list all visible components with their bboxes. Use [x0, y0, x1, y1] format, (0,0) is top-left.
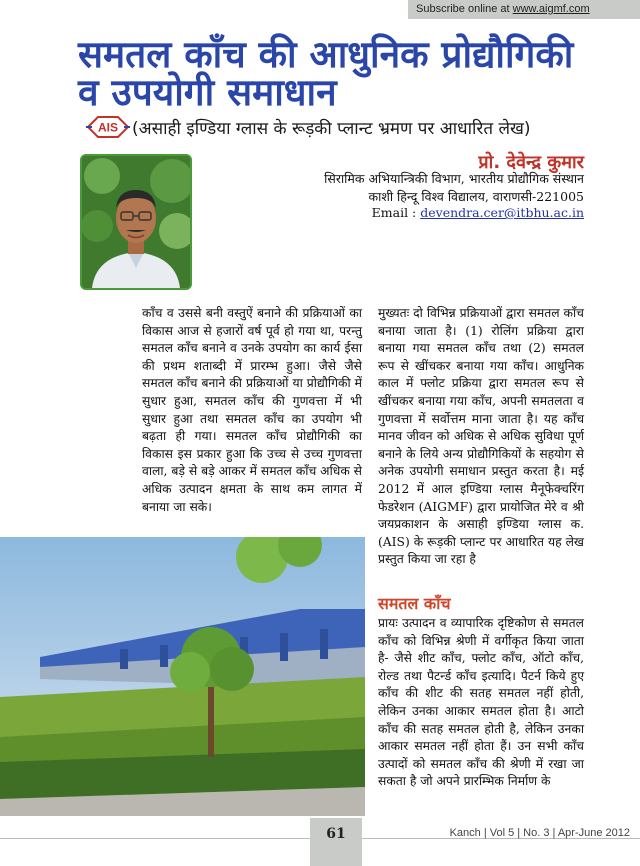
author-name: प्रो. देवेन्द्र कुमार [478, 152, 584, 173]
left-column-paragraph: काँच व उससे बनी वस्तुऐं बनाने की प्रक्रियाओं का विकास आज से हजारों वर्ष पूर्व हो गया था, परन्तु समतल काँच बनाने व उनके उपयोग का कार्य ईसा की प्रथम शताब्दी में प्रारम्भ हुआ। जैसे जैसे समतल काँच बनाने की प्रक्रियाओं या प्रोद्यौगिकी में सुधार हुआ, समतल काँच की गुणवत्ता में भी सुधार हुआ तथा समतल काँच का उपयोग भी बढ़ता ही गया। समतल काँच प्रोद्यौगिकी का विकास इस प्रकार हुआ कि उच्च से उच्च गुणवत्ता वाला, बड़े से बड़े आकर में समतल काँच अधिक से अधिक उत्पादन क्षमता के साथ कम लागत में बनाया जा सके। [142, 306, 362, 514]
article-title-line1: समतल काँच की आधुनिक प्रोद्यौगिकी [78, 33, 574, 76]
page-number: 61 [326, 826, 346, 842]
article-title-line2: व उपयोगी समाधान [78, 71, 337, 114]
author-university: काशी हिन्दू विश्व विद्यालय, वाराणसी-221005 [368, 189, 584, 204]
factory-photo-illustration [0, 537, 365, 816]
article-subtitle: (असाही इण्डिया ग्लास के रूड़की प्लान्ट भ्रमण पर आधारित लेख) [132, 119, 531, 139]
author-email-link[interactable]: devendra.cer@itbhu.ac.in [420, 205, 584, 220]
left-column [142, 305, 362, 516]
right-column-paragraph: मुख्यतः दो विभिन्न प्रक्रियाओं द्वारा समतल काँच बनाया जाता है। (1) रोलिंग प्रक्रिया द्वारा बनाया गया समतल काँच तथा (2) समतल रूप से खींचकर बनाया गया काँच। आधुनिक काल में फ्लोट प्रक्रिया द्वारा समतल रूप से खींचकर बनाया गया काँच, अपनी समतलता व गुणवत्ता में सर्वोत्तम माना जाता है। यह काँच मानव जीवन को अधिक से अधिक सुविधा पूर्ण बनाने के लिये अन्य प्रोद्यौगिकियों के सहयोग से अनेक उपयोगी समाधान प्रस्तुत करता है। मई 2012 में आल इण्डिया ग्लास मैनूफेक्चरिंग फेडरेशन (AIGMF) द्वारा प्रायोजित मेरे व श्री जयप्रकाशन के असाही इण्डिया ग्लास क. (AIS) के रूड़की प्लान्ट पर आधारित यह लेख प्रस्तुत किया जा रहा है [378, 306, 584, 567]
ais-logo-text: AIS [97, 120, 119, 135]
section-paragraph: प्रायः उत्पादन व व्यापारिक दृष्टिकोण से समतल काँच को विभिन्न श्रेणी में वर्गीकृत किया जाता है- जैसे शीट काँच, फ्लोट काँच, ऑटो काँच, रोल्ड तथा पैटर्न्ड काँच इत्यादि। पैटर्न किये हुए काँच की शीट की सतह समतल नहीं होती, लेकिन उनका आकार समतल होता है। आटो काँच की सतह समतल होती है, लेकिन उनका आकार समतल नहीं होता हैं। उन सभी काँच उत्पादों को समतल काँच की श्रेणी में रखा जा सकता है जो अपने प्रारम्भिक निर्माण के [378, 616, 584, 789]
publication-info: Kanch | Vol 5 | No. 3 | Apr-June 2012 [449, 827, 630, 839]
section-body [378, 615, 584, 791]
subscribe-text [416, 3, 638, 15]
subscribe-link[interactable]: www.aigmf.com [512, 3, 590, 15]
author-department: सिरामिक अभियान्त्रिकी विभाग, भारतीय प्रोद्यौगिक संस्थान [324, 171, 584, 186]
subscribe-label: Subscribe online at [416, 3, 513, 15]
factory-photo [0, 537, 365, 816]
email-label: Email : [371, 205, 421, 220]
author-email-line [164, 205, 584, 220]
section-heading: समतल काँच [378, 594, 451, 613]
ais-logo [86, 115, 130, 139]
right-column [378, 305, 584, 569]
